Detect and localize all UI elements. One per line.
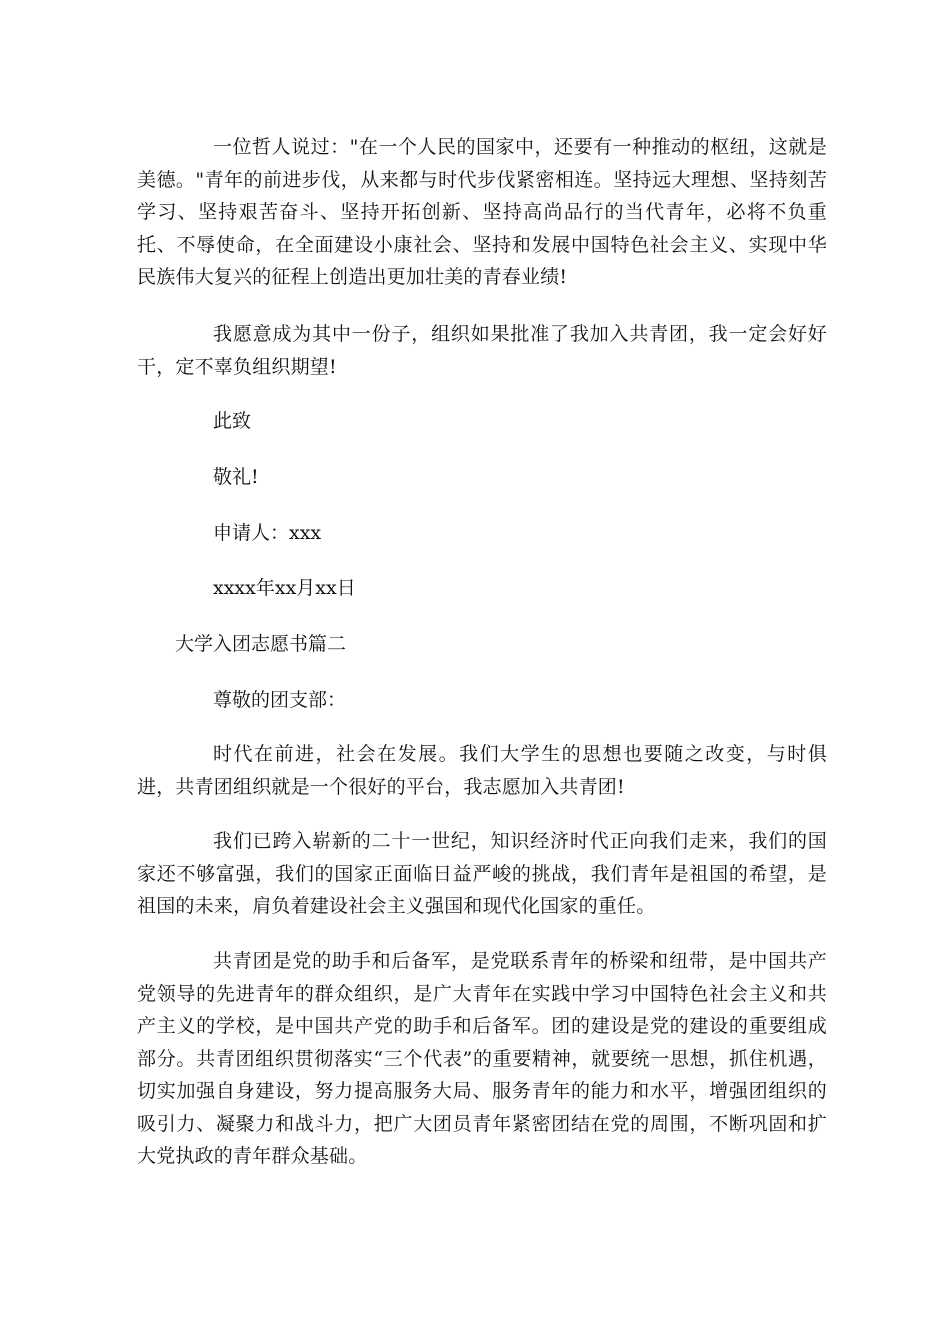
- paragraph-willingness: 我愿意成为其中一份子，组织如果批准了我加入共青团，我一定会好好干，定不辜负组织期望!: [137, 323, 827, 378]
- section-title: 大学入团志愿书篇二: [175, 633, 347, 655]
- paragraph-league-role: 共青团是党的助手和后备军，是党联系青年的桥梁和纽带，是中国共产党领导的先进青年的群众组织，是广大青年在实践中学习中国特色社会主义和共产主义的学校，是中国共产党的助手和后备军。团的建设是党的建设的重要组成部分。共青团组织贯彻落实“三个代表”的重要精神，就要统一思想，抓住机遇，切实加强自身建设，努力提高服务大局、服务青年的能力和水平，增强团组织的吸引力、凝聚力和战斗力，把广大团员青年紧密团结在党的周围，不断巩固和扩大党执政的青年群众基础。: [137, 950, 827, 1167]
- paragraph-times-advance: 时代在前进，社会在发展。我们大学生的思想也要随之改变，与时俱进，共青团组织就是一个很好的平台，我志愿加入共青团!: [137, 743, 827, 798]
- closing-cizhi: 此致: [213, 410, 252, 432]
- paragraph-new-century: 我们已跨入崭新的二十一世纪，知识经济时代正向我们走来，我们的国家还不够富强，我们的国家正面临日益严峻的挑战，我们青年是祖国的希望，是祖国的未来，肩负着建设社会主义强国和现代化国家的重任。: [137, 830, 827, 917]
- applicant-line: 申请人：xxx: [213, 522, 322, 544]
- date-line: xxxx年xx月xx日: [213, 577, 356, 599]
- closing-jingli: 敬礼!: [213, 466, 259, 488]
- paragraph-philosopher-quote: 一位哲人说过："在一个人民的国家中，还要有一种推动的枢纽，这就是美德。"青年的前进步伐，从来都与时代步伐紧密相连。坚持远大理想、坚持刻苦学习、坚持艰苦奋斗、坚持开拓创新、坚持高尚品行的当代青年，必将不负重托、不辱使命，在全面建设小康社会、坚持和发展中国特色社会主义、实现中华民族伟大复兴的征程上创造出更加壮美的青春业绩!: [137, 136, 827, 288]
- salutation: 尊敬的团支部：: [213, 689, 347, 711]
